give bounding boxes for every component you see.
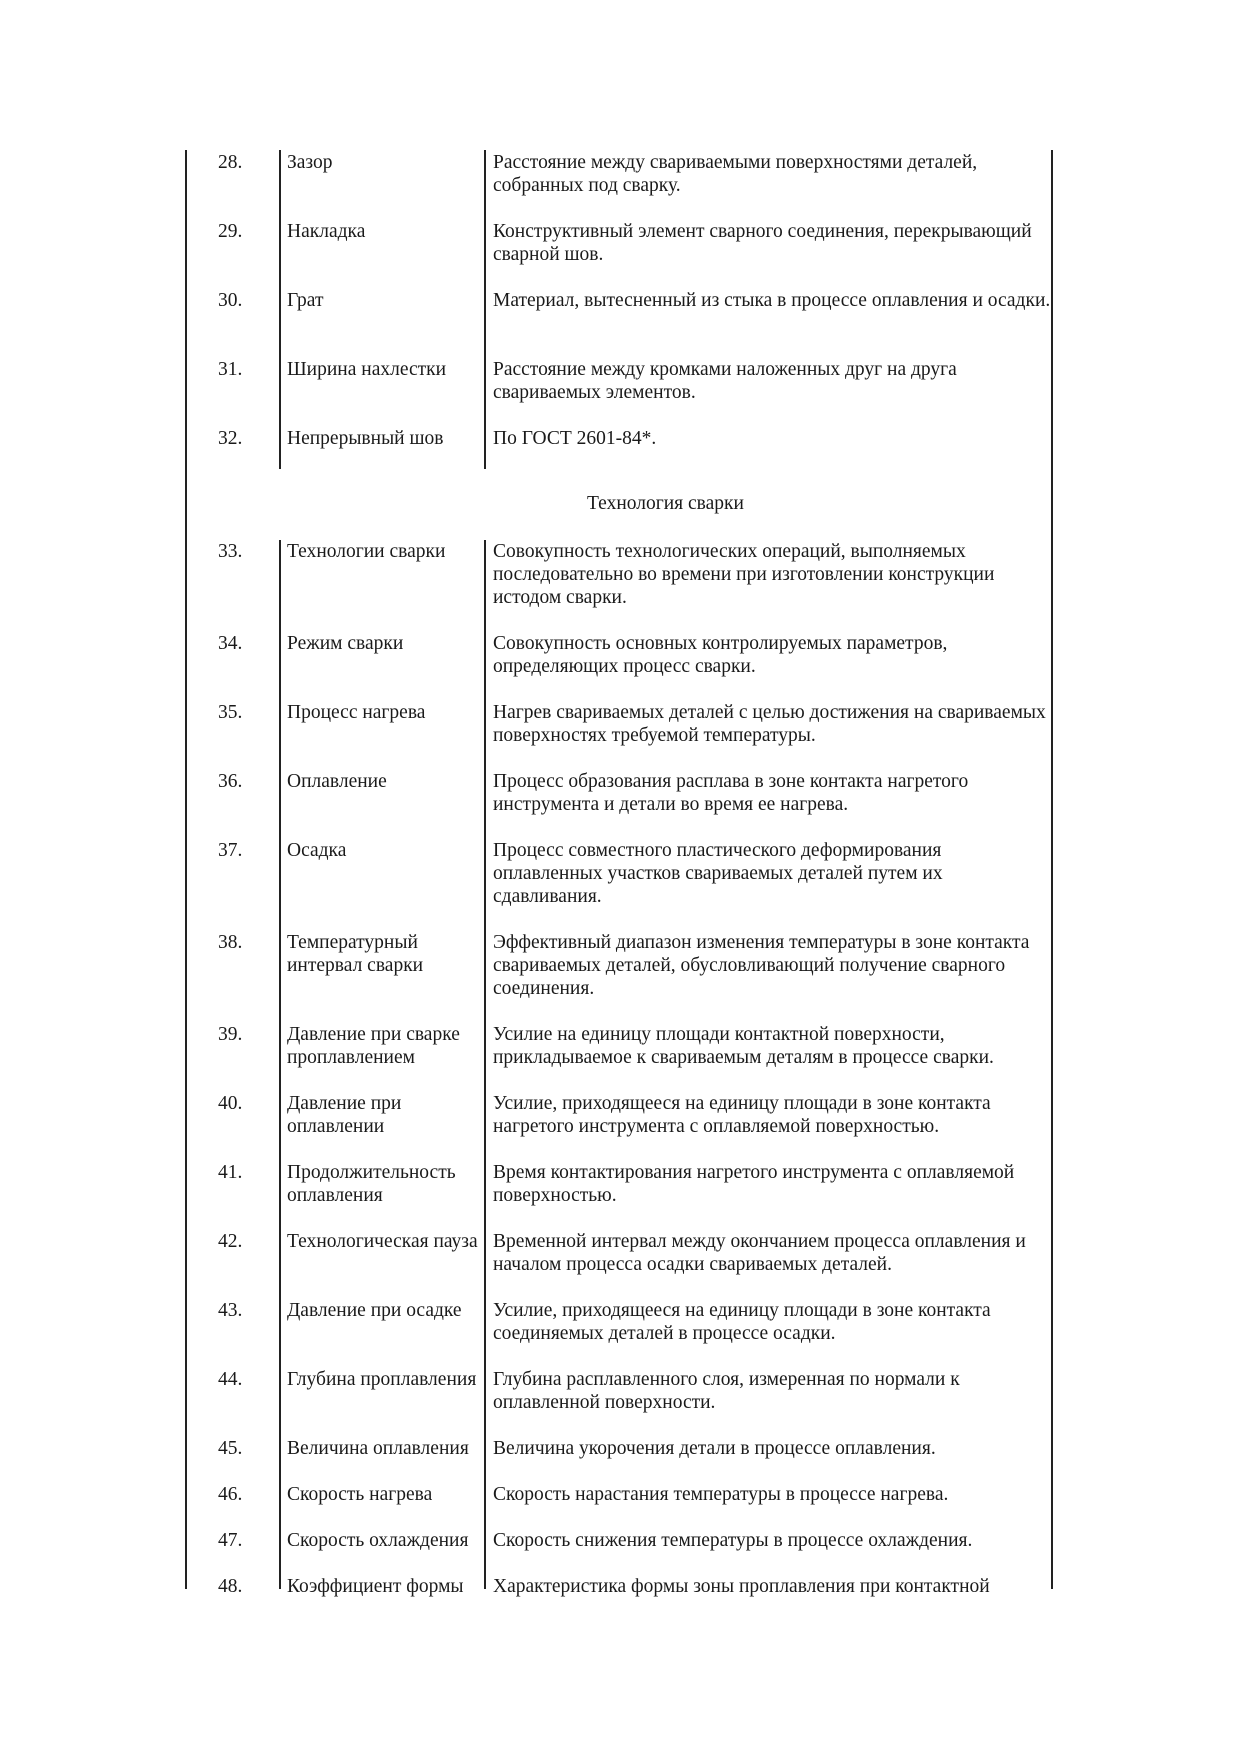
definition-cell: По ГОСТ 2601-84*. (493, 428, 657, 449)
term-cell: Зазор (287, 152, 333, 173)
definition-cell: Материал, вытесненный из стыка в процессе оплавления и осадки. (493, 290, 1051, 311)
definition-cell: Усилие на единицу площади контактной поверхности, прикладываемое к свариваемым деталям в процессе сварки. (493, 1024, 994, 1068)
definition-cell: Величина укорочения детали в процессе оплавления. (493, 1438, 936, 1459)
definition-cell: Совокупность технологических операций, выполняемых последовательно во времени при изготовлении конструкции истодом сварки. (493, 541, 995, 608)
row-number: 43. (218, 1300, 243, 1321)
term-cell: Глубина проплавления (287, 1369, 477, 1390)
definition-cell: Скорость нарастания температуры в процессе нагрева. (493, 1484, 949, 1505)
term-cell: Оплавление (287, 771, 387, 792)
definition-cell: Процесс совместного пластического деформирования оплавленных участков свариваемых деталей путем их сдавливания. (493, 840, 943, 907)
term-cell: Осадка (287, 840, 347, 861)
term-cell: Давление при оплавлении (287, 1093, 402, 1137)
term-cell: Режим сварки (287, 633, 404, 654)
row-number: 46. (218, 1484, 243, 1505)
row-number: 30. (218, 290, 243, 311)
row-number: 34. (218, 633, 243, 654)
row-number: 48. (218, 1576, 243, 1597)
definition-cell: Эффективный диапазон изменения температуры в зоне контакта свариваемых деталей, обусловливающий получение сварного соединения. (493, 932, 1030, 999)
term-cell: Давление при сварке проплавлением (287, 1024, 460, 1068)
definition-cell: Скорость снижения температуры в процессе охлаждения. (493, 1530, 973, 1551)
term-cell: Ширина нахлестки (287, 359, 447, 380)
term-cell: Грат (287, 290, 324, 311)
row-number: 29. (218, 221, 243, 242)
row-number: 39. (218, 1024, 243, 1045)
row-number: 28. (218, 152, 243, 173)
term-cell: Непрерывный шов (287, 428, 444, 449)
row-number: 36. (218, 771, 243, 792)
row-number: 41. (218, 1162, 243, 1183)
definition-cell: Совокупность основных контролируемых параметров, определяющих процесс сварки. (493, 633, 948, 677)
definition-cell: Характеристика формы зоны проплавления при контактной (493, 1576, 990, 1597)
term-cell: Величина оплавления (287, 1438, 469, 1459)
row-number: 31. (218, 359, 243, 380)
term-cell: Накладка (287, 221, 366, 242)
column-divider-1-top (279, 150, 281, 469)
column-divider-2-bottom (484, 540, 486, 1589)
definition-cell: Конструктивный элемент сварного соединения, перекрывающий сварной шов. (493, 221, 1032, 265)
row-number: 44. (218, 1369, 243, 1390)
row-number: 32. (218, 428, 243, 449)
term-cell: Давление при осадке (287, 1300, 462, 1321)
row-number: 33. (218, 541, 243, 562)
term-cell: Температурный интервал сварки (287, 932, 424, 976)
table-left-border (185, 150, 187, 1589)
row-number: 38. (218, 932, 243, 953)
definition-cell: Время контактирования нагретого инструмента с оплавляемой поверхностью. (493, 1162, 1015, 1206)
column-divider-1-bottom (279, 540, 281, 1589)
row-number: 47. (218, 1530, 243, 1551)
row-number: 40. (218, 1093, 243, 1114)
definition-cell: Расстояние между кромками наложенных друг на друга свариваемых элементов. (493, 359, 957, 403)
term-cell: Скорость охлаждения (287, 1530, 469, 1551)
term-cell: Технологии сварки (287, 541, 446, 562)
definition-cell: Процесс образования расплава в зоне контакта нагретого инструмента и детали во время ее нагрева. (493, 771, 969, 815)
term-cell: Процесс нагрева (287, 702, 426, 723)
definition-cell: Расстояние между свариваемыми поверхностями деталей, собранных под сварку. (493, 152, 978, 196)
definition-cell: Временной интервал между окончанием процесса оплавления и началом процесса осадки свариваемых деталей. (493, 1231, 1026, 1275)
definition-cell: Усилие, приходящееся на единицу площади в зоне контакта соединяемых деталей в процессе осадки. (493, 1300, 991, 1344)
row-number: 42. (218, 1231, 243, 1252)
definition-cell: Нагрев свариваемых деталей с целью достижения на свариваемых поверхностях требуемой температуры. (493, 702, 1046, 746)
term-cell: Скорость нагрева (287, 1484, 433, 1505)
definition-cell: Глубина расплавленного слоя, измеренная по нормали к оплавленной поверхности. (493, 1369, 960, 1413)
term-cell: Продолжительность оплавления (287, 1162, 456, 1206)
column-divider-2-top (484, 150, 486, 469)
definition-cell: Усилие, приходящееся на единицу площади в зоне контакта нагретого инструмента с оплавляемой поверхностью. (493, 1093, 991, 1137)
section-title: Технология сварки (587, 493, 744, 514)
term-cell: Коэффициент формы (287, 1576, 464, 1597)
term-cell: Технологическая пауза (287, 1231, 478, 1252)
row-number: 45. (218, 1438, 243, 1459)
row-number: 35. (218, 702, 243, 723)
row-number: 37. (218, 840, 243, 861)
